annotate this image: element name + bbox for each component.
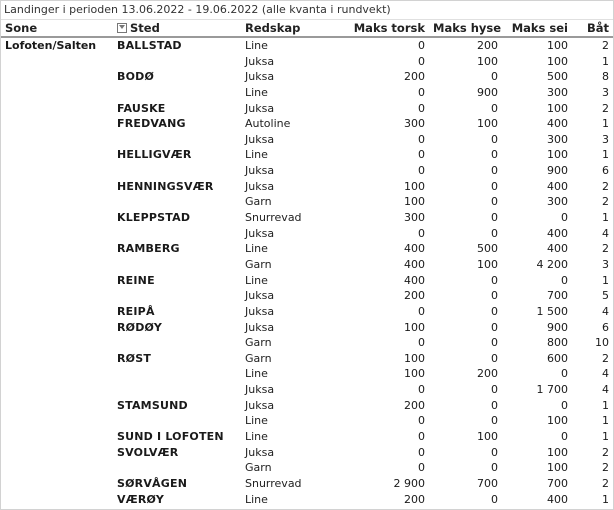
filter-icon[interactable] bbox=[117, 23, 127, 33]
cell-sted bbox=[113, 460, 241, 476]
cell-bat: 4 bbox=[602, 304, 609, 318]
cell-redskap: Juksa bbox=[245, 54, 275, 68]
col-header-sted[interactable] bbox=[113, 20, 241, 37]
cell-maks-sei: 300 bbox=[547, 195, 568, 209]
col-header-sone[interactable]: Sone bbox=[1, 20, 113, 37]
cell-sted: RAMBERG bbox=[117, 242, 180, 256]
cell-maks-hyse: 100 bbox=[477, 54, 498, 68]
table-row[interactable] bbox=[1, 116, 613, 132]
cell-maks-sei: 100 bbox=[547, 414, 568, 428]
cell-redskap: Garn bbox=[245, 257, 272, 271]
cell-sted bbox=[113, 288, 241, 304]
cell-bat: 2 bbox=[602, 39, 609, 52]
table-row[interactable] bbox=[1, 101, 613, 117]
cell-redskap: Line bbox=[245, 492, 268, 506]
cell-maks-hyse: 0 bbox=[491, 289, 498, 303]
table-row[interactable] bbox=[1, 413, 613, 429]
cell-bat: 1 bbox=[602, 117, 609, 131]
cell-maks-hyse: 100 bbox=[477, 257, 498, 271]
report-title: Landinger i perioden 13.06.2022 - 19.06.2022 (alle kvanta i rundvekt) bbox=[1, 1, 613, 20]
table-header bbox=[1, 20, 613, 37]
cell-maks-hyse: 0 bbox=[491, 164, 498, 178]
cell-sone bbox=[1, 273, 113, 289]
table-row[interactable] bbox=[1, 210, 613, 226]
col-header-maks-torsk[interactable]: Maks torsk bbox=[341, 20, 429, 37]
cell-maks-sei: 0 bbox=[561, 211, 568, 225]
cell-bat: 6 bbox=[602, 164, 609, 178]
cell-redskap: Juksa bbox=[245, 445, 275, 459]
cell-maks-torsk: 0 bbox=[418, 148, 425, 162]
cell-bat: 2 bbox=[602, 351, 609, 365]
cell-maks-torsk: 0 bbox=[418, 132, 425, 146]
cell-maks-torsk: 400 bbox=[404, 273, 425, 287]
cell-maks-torsk: 100 bbox=[404, 351, 425, 365]
cell-maks-torsk: 0 bbox=[418, 414, 425, 428]
cell-sted bbox=[113, 132, 241, 148]
cell-maks-torsk: 200 bbox=[404, 70, 425, 84]
cell-maks-hyse: 0 bbox=[491, 148, 498, 162]
table-row[interactable] bbox=[1, 241, 613, 257]
cell-redskap: Line bbox=[245, 430, 268, 444]
table-row[interactable] bbox=[1, 132, 613, 148]
cell-maks-hyse: 0 bbox=[491, 226, 498, 240]
table-row[interactable] bbox=[1, 257, 613, 273]
cell-maks-torsk: 0 bbox=[418, 54, 425, 68]
cell-sone bbox=[1, 210, 113, 226]
cell-sted bbox=[113, 54, 241, 70]
cell-maks-torsk: 0 bbox=[418, 445, 425, 459]
cell-sone bbox=[1, 413, 113, 429]
cell-sted: BALLSTAD bbox=[117, 39, 182, 52]
cell-maks-sei: 0 bbox=[561, 430, 568, 444]
table-row[interactable] bbox=[1, 194, 613, 210]
cell-redskap: Snurrevad bbox=[245, 211, 302, 225]
cell-bat: 1 bbox=[602, 148, 609, 162]
cell-maks-torsk: 0 bbox=[418, 430, 425, 444]
cell-sted bbox=[113, 413, 241, 429]
cell-redskap: Line bbox=[245, 273, 268, 287]
cell-maks-hyse: 100 bbox=[477, 117, 498, 131]
cell-sted bbox=[113, 85, 241, 101]
cell-maks-torsk: 200 bbox=[404, 398, 425, 412]
table-body bbox=[1, 37, 613, 507]
cell-sted: SUND I LOFOTEN bbox=[117, 430, 224, 444]
table-row[interactable] bbox=[1, 37, 613, 54]
cell-bat: 2 bbox=[602, 101, 609, 115]
cell-bat: 1 bbox=[602, 430, 609, 444]
cell-sted bbox=[113, 335, 241, 351]
table-row[interactable] bbox=[1, 335, 613, 351]
cell-maks-sei: 400 bbox=[547, 226, 568, 240]
table-row[interactable] bbox=[1, 460, 613, 476]
cell-bat: 1 bbox=[602, 492, 609, 506]
cell-bat: 5 bbox=[602, 289, 609, 303]
cell-sted: VÆRØY bbox=[117, 492, 165, 506]
cell-sted: HELLIGVÆR bbox=[117, 148, 192, 162]
cell-maks-hyse: 0 bbox=[491, 445, 498, 459]
cell-maks-hyse: 0 bbox=[491, 492, 498, 506]
table-row[interactable] bbox=[1, 226, 613, 242]
cell-maks-sei: 400 bbox=[547, 117, 568, 131]
table-row[interactable] bbox=[1, 179, 613, 195]
cell-maks-torsk: 0 bbox=[418, 336, 425, 350]
cell-maks-hyse: 200 bbox=[477, 367, 498, 381]
cell-maks-sei: 0 bbox=[561, 273, 568, 287]
cell-sted bbox=[113, 257, 241, 273]
cell-maks-sei: 4 200 bbox=[536, 257, 568, 271]
cell-bat: 1 bbox=[602, 273, 609, 287]
cell-bat: 4 bbox=[602, 367, 609, 381]
cell-sone bbox=[1, 132, 113, 148]
cell-redskap: Juksa bbox=[245, 226, 275, 240]
cell-sone bbox=[1, 429, 113, 445]
cell-bat: 10 bbox=[595, 336, 609, 350]
cell-bat: 1 bbox=[602, 398, 609, 412]
cell-sone bbox=[1, 398, 113, 414]
table-row[interactable] bbox=[1, 382, 613, 398]
cell-maks-torsk: 100 bbox=[404, 367, 425, 381]
cell-sted: BODØ bbox=[117, 70, 155, 84]
cell-sted bbox=[113, 163, 241, 179]
cell-redskap: Line bbox=[245, 414, 268, 428]
cell-sone bbox=[1, 320, 113, 336]
cell-maks-hyse: 0 bbox=[491, 304, 498, 318]
cell-maks-sei: 100 bbox=[547, 39, 568, 52]
cell-redskap: Line bbox=[245, 367, 268, 381]
cell-sted: HENNINGSVÆR bbox=[117, 179, 214, 193]
cell-maks-torsk: 100 bbox=[404, 320, 425, 334]
cell-sone bbox=[1, 241, 113, 257]
cell-sone bbox=[1, 304, 113, 320]
cell-maks-sei: 300 bbox=[547, 85, 568, 99]
cell-sone bbox=[1, 116, 113, 132]
cell-maks-hyse: 500 bbox=[477, 242, 498, 256]
cell-maks-torsk: 0 bbox=[418, 101, 425, 115]
cell-maks-torsk: 0 bbox=[418, 226, 425, 240]
cell-maks-torsk: 200 bbox=[404, 289, 425, 303]
cell-maks-hyse: 200 bbox=[477, 39, 498, 52]
cell-maks-hyse: 0 bbox=[491, 414, 498, 428]
cell-sted: STAMSUND bbox=[117, 398, 188, 412]
cell-redskap: Juksa bbox=[245, 304, 275, 318]
cell-sone bbox=[1, 382, 113, 398]
cell-maks-sei: 900 bbox=[547, 164, 568, 178]
cell-sone bbox=[1, 476, 113, 492]
cell-sone bbox=[1, 460, 113, 476]
cell-redskap: Garn bbox=[245, 195, 272, 209]
cell-maks-hyse: 0 bbox=[491, 383, 498, 397]
cell-sone bbox=[1, 163, 113, 179]
cell-bat: 1 bbox=[602, 211, 609, 225]
cell-redskap: Garn bbox=[245, 336, 272, 350]
cell-maks-sei: 300 bbox=[547, 132, 568, 146]
cell-redskap: Garn bbox=[245, 351, 272, 365]
cell-sted: FREDVANG bbox=[117, 117, 186, 131]
cell-bat: 4 bbox=[602, 383, 609, 397]
cell-bat: 1 bbox=[602, 54, 609, 68]
cell-maks-hyse: 100 bbox=[477, 430, 498, 444]
cell-maks-torsk: 0 bbox=[418, 39, 425, 52]
cell-redskap: Juksa bbox=[245, 289, 275, 303]
table-row[interactable] bbox=[1, 69, 613, 85]
cell-bat: 2 bbox=[602, 195, 609, 209]
table-row[interactable] bbox=[1, 351, 613, 367]
cell-redskap: Juksa bbox=[245, 179, 275, 193]
table-row[interactable] bbox=[1, 476, 613, 492]
cell-maks-hyse: 0 bbox=[491, 70, 498, 84]
cell-maks-hyse: 0 bbox=[491, 336, 498, 350]
cell-sted bbox=[113, 226, 241, 242]
table-row[interactable] bbox=[1, 429, 613, 445]
cell-bat: 2 bbox=[602, 242, 609, 256]
table-row[interactable] bbox=[1, 320, 613, 336]
cell-redskap: Autoline bbox=[245, 117, 291, 131]
cell-redskap: Juksa bbox=[245, 320, 275, 334]
cell-bat: 4 bbox=[602, 226, 609, 240]
cell-maks-torsk: 200 bbox=[404, 492, 425, 506]
cell-sted: FAUSKE bbox=[117, 101, 166, 115]
cell-maks-hyse: 0 bbox=[491, 461, 498, 475]
cell-sone bbox=[1, 101, 113, 117]
cell-maks-torsk: 400 bbox=[404, 257, 425, 271]
cell-bat: 2 bbox=[602, 179, 609, 193]
header-row bbox=[1, 20, 613, 37]
cell-bat: 8 bbox=[602, 70, 609, 84]
cell-maks-torsk: 0 bbox=[418, 461, 425, 475]
cell-bat: 2 bbox=[602, 476, 609, 490]
cell-bat: 3 bbox=[602, 132, 609, 146]
cell-maks-hyse: 0 bbox=[491, 320, 498, 334]
cell-redskap: Garn bbox=[245, 461, 272, 475]
cell-maks-torsk: 0 bbox=[418, 383, 425, 397]
cell-sone bbox=[1, 257, 113, 273]
cell-sted: RØST bbox=[117, 351, 152, 365]
table-row[interactable] bbox=[1, 366, 613, 382]
cell-bat: 1 bbox=[602, 414, 609, 428]
cell-maks-torsk: 400 bbox=[404, 242, 425, 256]
cell-maks-torsk: 0 bbox=[418, 164, 425, 178]
cell-maks-hyse: 0 bbox=[491, 351, 498, 365]
cell-sone bbox=[1, 492, 113, 508]
table-row[interactable] bbox=[1, 445, 613, 461]
col-header-maks-hyse[interactable]: Maks hyse bbox=[429, 20, 502, 37]
table-row[interactable] bbox=[1, 273, 613, 289]
cell-maks-sei: 1 700 bbox=[536, 383, 568, 397]
cell-redskap: Line bbox=[245, 85, 268, 99]
cell-sted: RØDØY bbox=[117, 320, 163, 334]
cell-maks-sei: 0 bbox=[561, 398, 568, 412]
table-row[interactable] bbox=[1, 398, 613, 414]
cell-sone bbox=[1, 366, 113, 382]
cell-maks-sei: 100 bbox=[547, 54, 568, 68]
cell-maks-sei: 900 bbox=[547, 320, 568, 334]
cell-bat: 3 bbox=[602, 85, 609, 99]
cell-maks-sei: 400 bbox=[547, 179, 568, 193]
cell-redskap: Line bbox=[245, 39, 268, 52]
cell-sted bbox=[113, 382, 241, 398]
table-row[interactable] bbox=[1, 163, 613, 179]
table-row[interactable] bbox=[1, 85, 613, 101]
cell-maks-sei: 400 bbox=[547, 242, 568, 256]
cell-sted bbox=[113, 194, 241, 210]
cell-maks-hyse: 900 bbox=[477, 85, 498, 99]
cell-sone bbox=[1, 85, 113, 101]
cell-sone bbox=[1, 226, 113, 242]
table-row[interactable] bbox=[1, 304, 613, 320]
cell-maks-sei: 800 bbox=[547, 336, 568, 350]
col-header-maks-sei[interactable]: Maks sei bbox=[502, 20, 572, 37]
cell-maks-sei: 700 bbox=[547, 289, 568, 303]
cell-maks-sei: 500 bbox=[547, 70, 568, 84]
cell-maks-torsk: 2 900 bbox=[393, 476, 425, 490]
cell-maks-torsk: 300 bbox=[404, 211, 425, 225]
cell-redskap: Line bbox=[245, 242, 268, 256]
cell-maks-hyse: 0 bbox=[491, 179, 498, 193]
cell-maks-sei: 100 bbox=[547, 148, 568, 162]
cell-sted: SØRVÅGEN bbox=[117, 476, 188, 490]
cell-redskap: Juksa bbox=[245, 398, 275, 412]
cell-maks-hyse: 0 bbox=[491, 273, 498, 287]
cell-sted: REINE bbox=[117, 273, 155, 287]
cell-redskap: Line bbox=[245, 148, 268, 162]
cell-maks-hyse: 700 bbox=[477, 476, 498, 490]
cell-maks-sei: 700 bbox=[547, 476, 568, 490]
cell-maks-hyse: 0 bbox=[491, 101, 498, 115]
cell-sted: SVOLVÆR bbox=[117, 445, 179, 459]
cell-maks-hyse: 0 bbox=[491, 211, 498, 225]
cell-sone bbox=[1, 69, 113, 85]
cell-redskap: Juksa bbox=[245, 164, 275, 178]
cell-maks-torsk: 100 bbox=[404, 195, 425, 209]
cell-sone bbox=[1, 445, 113, 461]
cell-sted: KLEPPSTAD bbox=[117, 211, 191, 225]
cell-bat: 6 bbox=[602, 320, 609, 334]
cell-bat: 2 bbox=[602, 461, 609, 475]
cell-sted bbox=[113, 366, 241, 382]
cell-sone bbox=[1, 288, 113, 304]
col-header-bat[interactable]: Båt bbox=[572, 20, 613, 37]
cell-maks-sei: 0 bbox=[561, 367, 568, 381]
cell-sone: Lofoten/Salten bbox=[5, 39, 97, 52]
cell-sted: REIPÅ bbox=[117, 304, 155, 318]
cell-maks-torsk: 300 bbox=[404, 117, 425, 131]
table-row[interactable] bbox=[1, 147, 613, 163]
cell-redskap: Snurrevad bbox=[245, 476, 302, 490]
cell-maks-torsk: 100 bbox=[404, 179, 425, 193]
cell-maks-hyse: 0 bbox=[491, 398, 498, 412]
table-row[interactable] bbox=[1, 54, 613, 70]
cell-redskap: Juksa bbox=[245, 101, 275, 115]
cell-maks-sei: 400 bbox=[547, 492, 568, 506]
col-header-sted-label: Sted bbox=[130, 21, 160, 35]
cell-sone bbox=[1, 54, 113, 70]
cell-redskap: Juksa bbox=[245, 132, 275, 146]
table-row[interactable] bbox=[1, 492, 613, 508]
cell-sone bbox=[1, 147, 113, 163]
cell-maks-sei: 1 500 bbox=[536, 304, 568, 318]
cell-maks-torsk: 0 bbox=[418, 85, 425, 99]
cell-sone bbox=[1, 335, 113, 351]
col-header-redskap[interactable]: Redskap bbox=[241, 20, 341, 37]
cell-maks-sei: 100 bbox=[547, 461, 568, 475]
cell-maks-sei: 600 bbox=[547, 351, 568, 365]
cell-sone bbox=[1, 351, 113, 367]
cell-maks-sei: 100 bbox=[547, 101, 568, 115]
cell-bat: 3 bbox=[602, 257, 609, 271]
cell-maks-hyse: 0 bbox=[491, 195, 498, 209]
cell-sone bbox=[1, 194, 113, 210]
cell-sone bbox=[1, 179, 113, 195]
cell-maks-sei: 100 bbox=[547, 445, 568, 459]
cell-redskap: Juksa bbox=[245, 70, 275, 84]
cell-redskap: Juksa bbox=[245, 383, 275, 397]
cell-maks-hyse: 0 bbox=[491, 132, 498, 146]
cell-maks-torsk: 0 bbox=[418, 304, 425, 318]
table-row[interactable] bbox=[1, 288, 613, 304]
landings-table bbox=[1, 20, 613, 507]
cell-bat: 2 bbox=[602, 445, 609, 459]
